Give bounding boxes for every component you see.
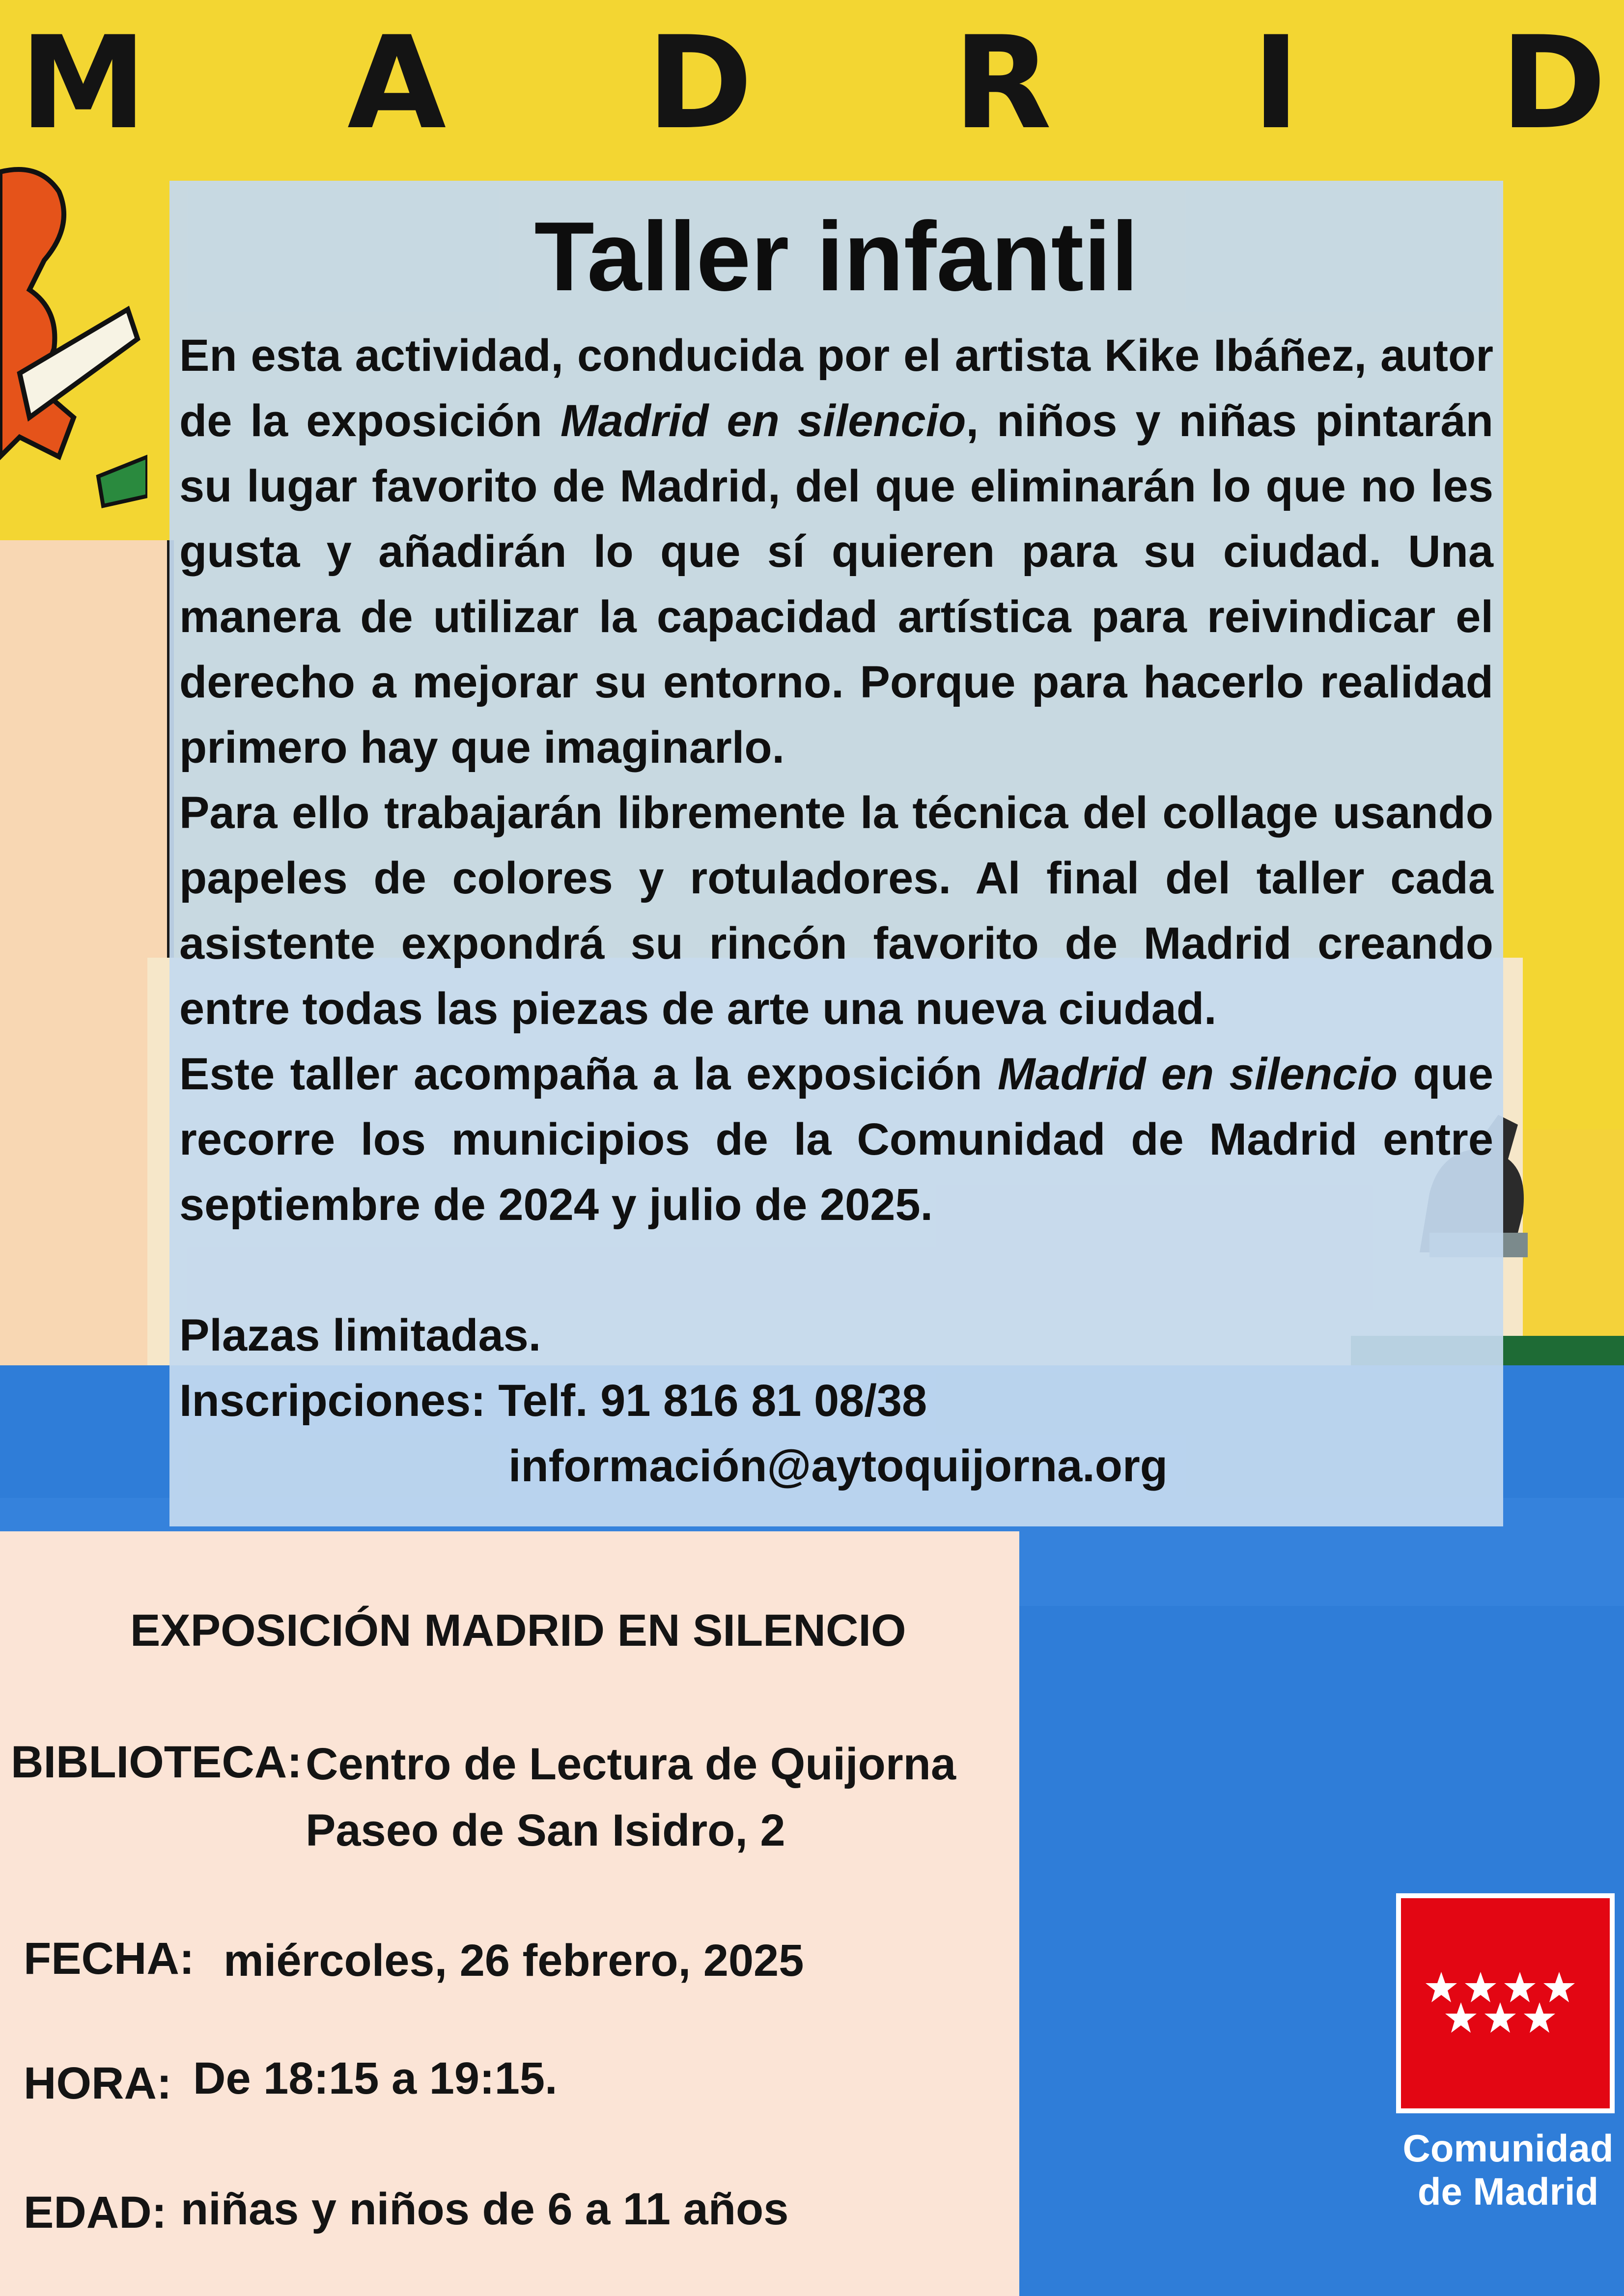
- comunidad-de-madrid-wordmark: [1393, 2127, 1624, 2213]
- header-letter: I: [1252, 9, 1300, 158]
- details-card: [0, 1531, 1019, 2296]
- hora-label: HORA:: [24, 2058, 172, 2108]
- biblioteca-label: BIBLIOTECA:: [11, 1737, 302, 1787]
- description-paragraph-3: [179, 1042, 1493, 1238]
- exhibition-heading: EXPOSICIÓN MADRID EN SILENCIO: [130, 1605, 906, 1656]
- panel-body: [179, 323, 1493, 1499]
- hora-value: De 18:15 a 19:15.: [193, 2053, 558, 2103]
- header-letter: A: [347, 9, 447, 158]
- stars-icon: [1401, 1898, 1610, 2108]
- biblioteca-name: Centro de Lectura de Quijorna: [306, 1739, 956, 1789]
- biblioteca-address: Paseo de San Isidro, 2: [306, 1805, 785, 1855]
- description-paragraph-2: Para ello trabajarán libremente la técnica del collage usando papeles de colores y rotuladores. Al final del taller cada asistente expondrá su rincón favorito de Madrid creando entre todas las piezas de arte una nueva ciudad.: [179, 788, 1493, 1034]
- edad-value: niñas y niños de 6 a 11 años: [181, 2184, 789, 2234]
- plazas-notice: Plazas limitadas.: [179, 1310, 541, 1360]
- header-letter: M: [20, 9, 147, 158]
- panel-title: Taller infantil: [534, 202, 1139, 311]
- exhibition-name: Madrid en silencio: [560, 396, 966, 446]
- comunidad-de-madrid-logo: [1396, 1893, 1615, 2113]
- info-panel: [169, 181, 1503, 1526]
- exhibition-name: Madrid en silencio: [997, 1049, 1398, 1099]
- description-paragraph-1: [179, 323, 1493, 780]
- contact-email: información@aytoquijorna.org: [508, 1441, 1168, 1491]
- inscripciones-phone: Inscripciones: Telf. 91 816 81 08/38: [179, 1376, 927, 1426]
- fecha-value: miércoles, 26 febrero, 2025: [224, 1936, 804, 1986]
- text-span: , niños y niñas pintarán su lugar favorito de Madrid, del que eliminarán lo que no les gusta y añadirán lo que sí quieren para su ciudad. Una manera de utilizar la capacidad artística para reivindicar el derecho a mejorar su entorno. Porque para hacerlo realidad primero hay que imaginarlo.: [179, 396, 1493, 773]
- text-span: que recorre los municipios de la Comunidad de Madrid entre septiembre de 2024 y julio de 2025.: [179, 1049, 1493, 1230]
- wordmark-line-2: de Madrid: [1417, 2170, 1599, 2213]
- header-letter: R: [953, 9, 1052, 158]
- text-span: Este taller acompaña a la exposición: [179, 1049, 998, 1099]
- header-letter: D: [1500, 9, 1606, 158]
- background-figure-illustration: [0, 162, 147, 535]
- spacer: [179, 1238, 1493, 1303]
- text-span: En esta actividad, conducida por el artista Kike Ibáñez, autor de la exposición: [179, 331, 1493, 446]
- wordmark-line-1: Comunidad: [1402, 2127, 1614, 2170]
- header-title: [20, 9, 1606, 158]
- header-letter: D: [646, 9, 753, 158]
- edad-label: EDAD:: [24, 2187, 167, 2238]
- fecha-label: FECHA:: [24, 1934, 195, 1984]
